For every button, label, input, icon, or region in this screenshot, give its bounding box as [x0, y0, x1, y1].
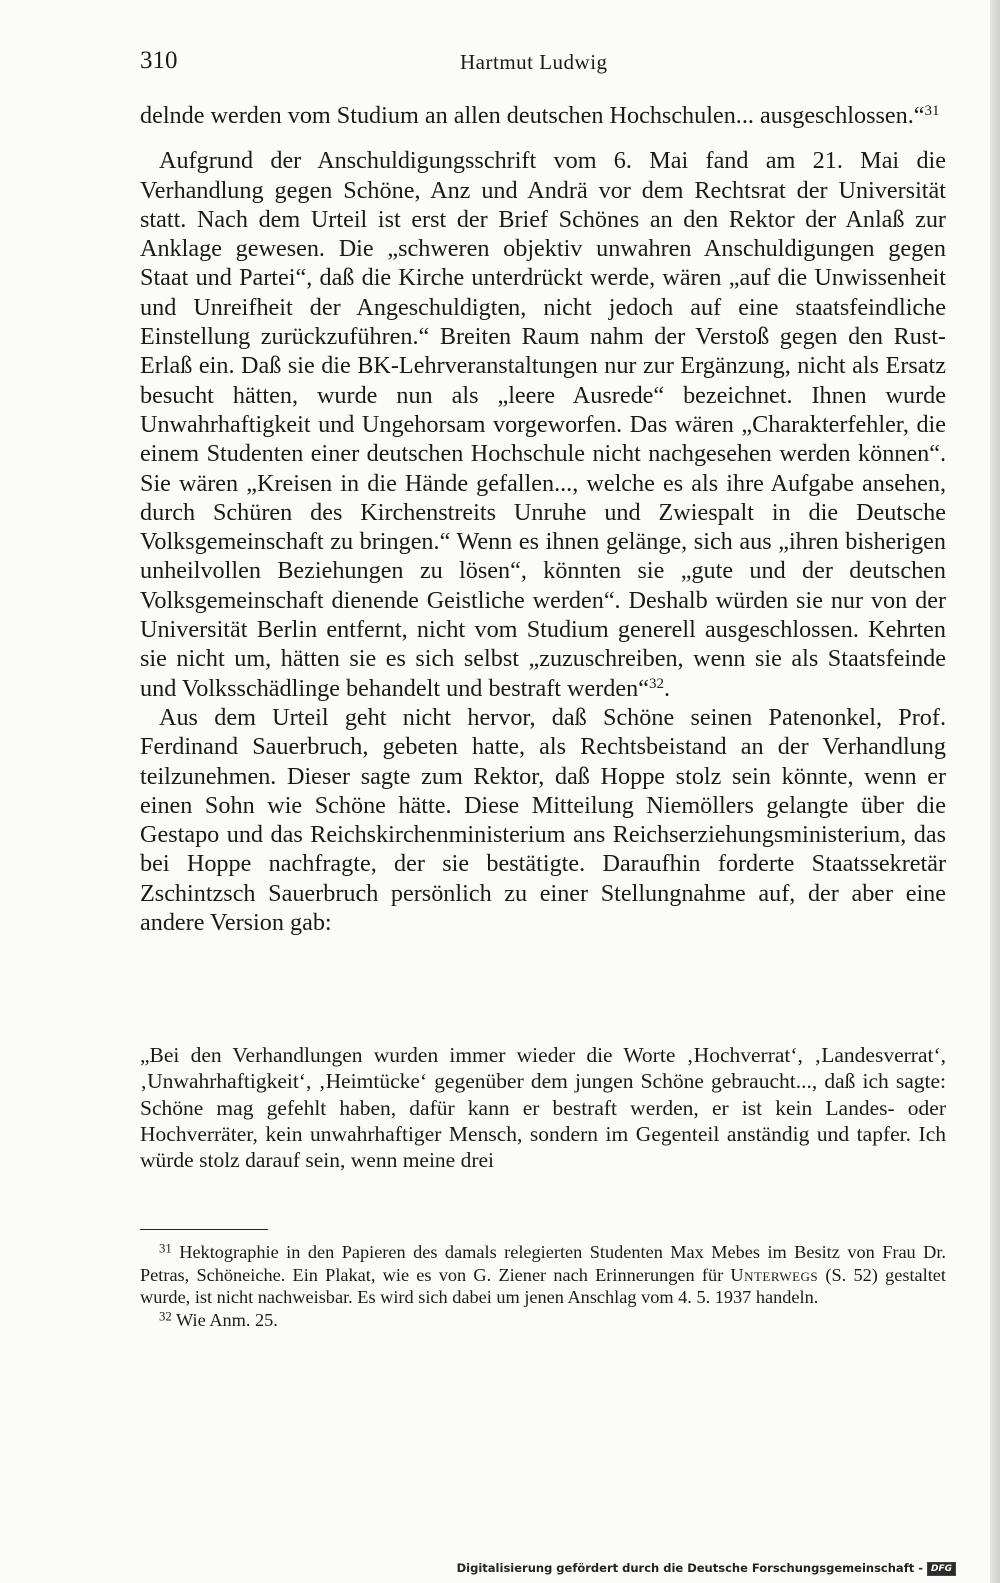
footnote [140, 1241, 946, 1309]
paragraph-end: . [663, 674, 670, 702]
footnote-title: Unterwegs [730, 1264, 819, 1285]
footnote [140, 1309, 946, 1332]
footnote-ref: 32 [648, 675, 664, 692]
paragraph [140, 146, 946, 703]
footnote-text: Hektographie in den Papieren des damals relegierten Studenten Max Mebes im Besitz von Frau Dr. Petras, Schöneiche. Ein Plakat, wie es von G. Ziener nach Erinnerungen für [140, 1242, 946, 1285]
running-head: Hartmut Ludwig [460, 50, 608, 74]
paragraph-text: Aus dem Urteil geht nicht hervor, daß Schöne seinen Patenonkel, Prof. Ferdinand Sauerbruch, gebeten hatte, als Rechtsbeistand an der Verhandlung teilzunehmen. Dieser sagte zum Rektor, daß Hoppe stolz sein könnte, wenn er einen Sohn wie Schöne hätte. Diese Mitteilung Niemöllers gelangte über die Gestapo und das Reichskirchenministerium ans Reichserziehungsministerium, das bei Hoppe nachfragte, der sie bestätigte. Daraufhin forderte Staatssekretär Zschintzsch Sauerbruch persönlich zu einer Stellungnahme auf, der aber eine andere Version gab: [140, 703, 946, 937]
paragraph-continuation [140, 101, 946, 130]
page-edge [990, 0, 1000, 1583]
paragraph [140, 703, 946, 937]
footnote-text: Wie Anm. 25. [171, 1309, 278, 1330]
footnote-text: (S. 52) gestaltet wurde, ist nicht nachweisbar. Es wird sich dabei um jenen Anschlag vom 4. 5. 1937 handeln. [140, 1264, 946, 1307]
digitization-credit [457, 1560, 956, 1576]
main-text [140, 101, 946, 937]
footnote-mark: 32 [159, 1308, 172, 1323]
footnote-mark: 31 [159, 1241, 172, 1256]
page-number: 310 [140, 47, 178, 74]
credit-text: Digitalisierung gefördert durch die Deutsche Forschungsgemeinschaft - [456, 1561, 923, 1575]
paragraph-text: delnde werden vom Studium an allen deutschen Hochschulen... ausgeschlossen.“ [140, 102, 925, 129]
footnote-ref: 31 [924, 102, 940, 119]
paragraph-text: Aufgrund der Anschuldigungsschrift vom 6. Mai fand am 21. Mai die Verhandlung gegen Schöne, Anz und Andrä vor dem Rechtsrat der Universität statt. Nach dem Urteil ist erst der Brief Schönes an den Rektor der Anlaß zur Anklage gewesen. Die „schweren objektiv unwahren Anschuldigungen gegen Staat und Partei“, daß die Kirche unterdrückt werde, wären „auf die Unwissenheit und Unreifheit der Angeschuldigten, nicht jedoch auf eine staatsfeindliche Einstellung zurückzuführen.“ Breiten Raum nahm der Verstoß gegen den Rust-Erlaß ein. Daß sie die BK-Lehrveranstaltungen nur zur Ergänzung, nicht als Ersatz besucht hätten, wurde nun als „leere Ausrede“ bezeichnet. Ihnen wurde Unwahrhaftigkeit und Ungehorsam vorgeworfen. Das wären „Charakterfehler, die einem Studenten einer deutschen Hochschule nicht nachgesehen werden können“. Sie wären „Kreisen in die Hände gefallen..., welche es als ihre Aufgabe ansehen, durch Schüren des Kirchenstreits Unruhe und Zwiespalt in die Deutsche Volksgemeinschaft zu bringen.“ Wenn es ihnen gelänge, sich aus „ihren bisherigen unheilvollen Beziehungen zu lösen“, könnten sie „gute und der deutschen Volksgemeinschaft dienende Geistliche werden“. Deshalb würden sie nur von der Universität Berlin entfernt, nicht vom Studium generell ausgeschlossen. Kehrten sie nicht um, hätten sie es sich selbst „zuzuschreiben, wenn sie als Staatsfeinde und Volksschädlinge behandelt und bestraft werden“ [140, 147, 946, 702]
footnotes [140, 1241, 946, 1331]
dfg-logo-icon: DFG [927, 1562, 956, 1576]
block-quote: „Bei den Verhandlungen wurden immer wieder die Worte ‚Hochverrat‘, ‚Landesverrat‘, ‚Unwahrhaftigkeit‘, ‚Heimtücke‘ gegenüber dem jungen Schöne gebraucht..., daß ich sagte: Schöne mag gefehlt haben, dafür kann er bestraft werden, er ist kein Landes- oder Hochverräter, kein unwahrhaftiger Mensch, sondern im Gegenteil anständig und tapfer. Ich würde stolz darauf sein, wenn meine drei [140, 1043, 946, 1173]
footnote-rule [140, 1229, 268, 1230]
